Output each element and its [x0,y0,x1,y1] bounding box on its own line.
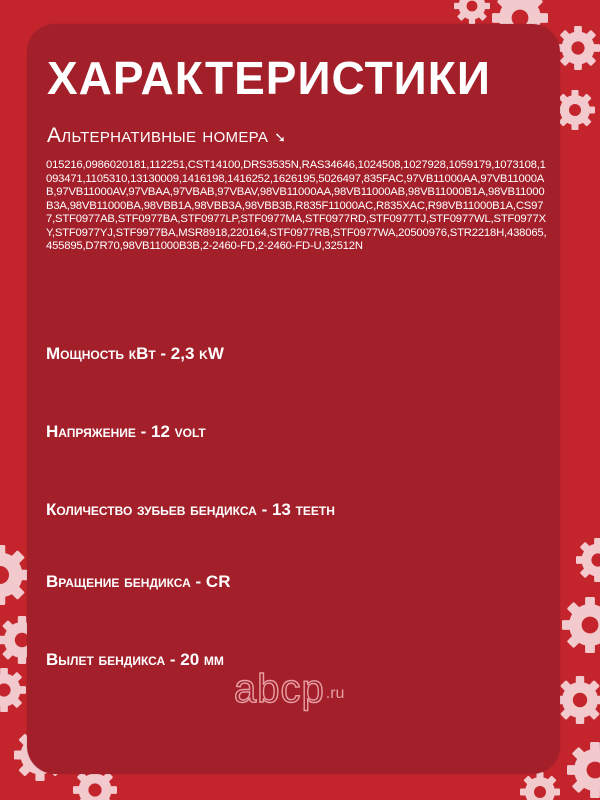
alternative-numbers-label: Альтернативные номера [47,124,269,147]
page-title: ХАРАКТЕРИСТИКИ [47,52,491,104]
spec-power: Мощность кВт - 2,3 kW [46,344,224,363]
spec-card [27,24,560,774]
arrow-down-right-icon: ➘ [274,129,287,145]
spec-voltage: Напряжение - 12 volt [46,422,206,441]
abcp-logo [234,669,344,709]
spec-pinion-offset: Вылет бендикса - 20 мм [46,650,224,669]
logo-domain-text: .ru [325,685,345,702]
spec-rotation: Вращение бендикса - CR [46,572,231,591]
alternative-numbers-list: 015216,0986020181,112251,CST14100,DRS3535N,RAS34646,1024508,1027928,1059179,1073108,1093471,1105310,13130009,1416198,1416252,1626195,5026497,835FAC,97VB11000AA,97VB11000AB,97VB11000AV,97VBAA,97VBAB,97VBAV,98VB11000AA,98VB11000AB,98VB11000B1A,98VB11000B3A,98VB11000BA,98VBB1A,98VBB3A,98VBB3B,R835F11000AC,R835XAC,R98VB11000B1A,CS977,STF0977AB,STF0977BA,STF0977LP,STF0977MA,STF0977RD,STF0977TJ,STF0977WL,STF0977XY,STF0977YJ,STF9977BA,MSR8918,220164,STF0977RB,STF0977WA,20500976,STR2218H,438065,455895,D7R70,98VB11000B3B,2-2460-FD,2-2460-FD-U,32512N [46,159,547,252]
alternative-numbers-heading [47,124,286,148]
spec-pinion-teeth: Количество зубьев бендикса - 13 teeth [46,500,335,519]
logo-main-text: abcp [234,667,325,711]
